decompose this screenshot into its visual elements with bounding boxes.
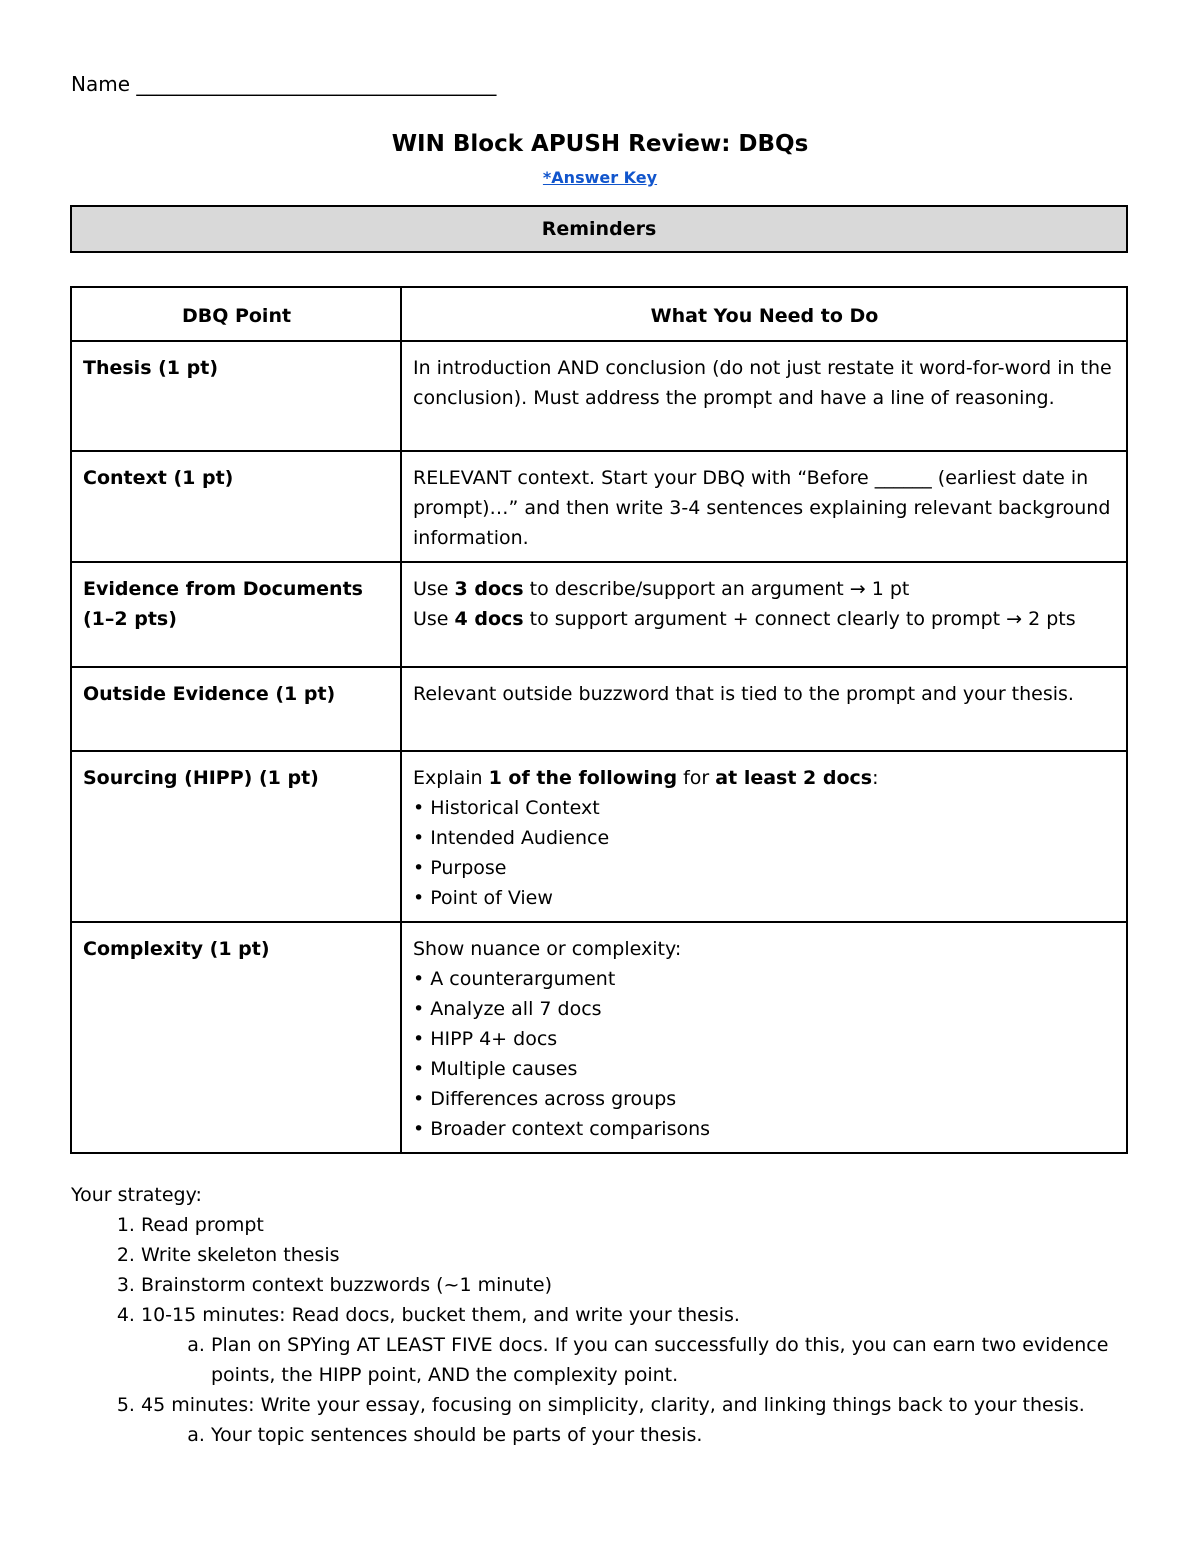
strategy-step-5-text: 45 minutes: Write your essay, focusing on simplicity, clarity, and linking things back to your thesis.	[141, 1394, 1085, 1416]
point-sourcing: Sourcing (HIPP) (1 pt)	[71, 751, 401, 922]
list-item: • Purpose	[413, 857, 507, 879]
reminders-banner: Reminders	[70, 205, 1128, 253]
strategy-step	[141, 1300, 1171, 1390]
strategy-steps	[71, 1210, 1171, 1450]
point-complexity: Complexity (1 pt)	[71, 922, 401, 1153]
list-item: • Historical Context	[413, 797, 600, 819]
evidence-line-2-a: Use	[413, 608, 455, 630]
sourcing-intro-c: for	[677, 767, 716, 789]
answer-key-link[interactable]: *Answer Key	[542, 168, 658, 187]
strategy-section	[71, 1180, 1171, 1450]
strategy-label: Your strategy:	[71, 1184, 202, 1206]
sourcing-intro	[413, 763, 1116, 793]
strategy-step	[141, 1390, 1171, 1450]
evidence-line-1-b: 3 docs	[454, 578, 524, 600]
list-item: • Differences across groups	[413, 1088, 677, 1110]
strategy-step-4-text: 10-15 minutes: Read docs, bucket them, and write your thesis.	[141, 1304, 740, 1326]
description-complexity	[401, 922, 1127, 1153]
evidence-line-1	[413, 574, 1116, 604]
answer-key	[0, 168, 1200, 187]
list-item: • Multiple causes	[413, 1058, 578, 1080]
table-row-outside-evidence	[71, 667, 1127, 751]
list-item: • Analyze all 7 docs	[413, 998, 602, 1020]
table-row-thesis	[71, 341, 1127, 451]
list-item: • Broader context comparisons	[413, 1118, 711, 1140]
column-header-dbq-point: DBQ Point	[71, 287, 401, 341]
description-evidence	[401, 562, 1127, 667]
sourcing-intro-d: at least 2 docs	[715, 767, 873, 789]
sourcing-intro-e: :	[872, 767, 879, 789]
strategy-step: 1. Read prompt	[141, 1210, 1171, 1240]
page-title: WIN Block APUSH Review: DBQs	[391, 131, 809, 157]
evidence-line-2-b: 4 docs	[454, 608, 524, 630]
evidence-line-2	[413, 604, 1116, 634]
point-thesis: Thesis (1 pt)	[71, 341, 401, 451]
description-thesis: In introduction AND conclusion (do not just restate it word-for-word in the conclusion). Must address the prompt and have a line of reasoning.	[401, 341, 1127, 451]
table-header-row	[71, 287, 1127, 341]
strategy-substeps-5	[141, 1420, 1171, 1450]
point-outside-evidence: Outside Evidence (1 pt)	[71, 667, 401, 751]
strategy-step: 3. Brainstorm context buzzwords (~1 minute)	[141, 1270, 1171, 1300]
name-field-label: Name ____________________________________	[71, 72, 497, 96]
description-context: RELEVANT context. Start your DBQ with “Before ______ (earliest date in prompt)…” and then write 3-4 sentences explaining relevant background information.	[401, 451, 1127, 562]
evidence-line-1-a: Use	[413, 578, 455, 600]
sourcing-intro-b: 1 of the following	[488, 767, 678, 789]
column-header-what-to-do: What You Need to Do	[401, 287, 1127, 341]
description-outside-evidence: Relevant outside buzzword that is tied to the prompt and your thesis.	[401, 667, 1127, 751]
description-sourcing	[401, 751, 1127, 922]
strategy-step: 2. Write skeleton thesis	[141, 1240, 1171, 1270]
strategy-substep: a. Your topic sentences should be parts of your thesis.	[211, 1420, 1171, 1450]
strategy-substeps-4	[141, 1330, 1171, 1390]
table-row-sourcing	[71, 751, 1127, 922]
list-item: • Point of View	[413, 887, 553, 909]
point-evidence: Evidence from Documents (1–2 pts)	[71, 562, 401, 667]
list-item: • Intended Audience	[413, 827, 610, 849]
complexity-intro: Show nuance or complexity:	[413, 938, 682, 960]
table-row-evidence	[71, 562, 1127, 667]
list-item: • A counterargument	[413, 968, 616, 990]
evidence-line-2-c: to support argument + connect clearly to prompt → 2 pts	[523, 608, 1076, 630]
sourcing-intro-a: Explain	[413, 767, 489, 789]
point-context: Context (1 pt)	[71, 451, 401, 562]
table-row-context	[71, 451, 1127, 562]
strategy-substep: a. Plan on SPYing AT LEAST FIVE docs. If you can successfully do this, you can earn two evidence points, the HIPP point, AND the complexity point.	[211, 1330, 1171, 1390]
list-item: • HIPP 4+ docs	[413, 1028, 558, 1050]
dbq-rubric-table	[70, 286, 1128, 1154]
evidence-line-1-c: to describe/support an argument → 1 pt	[523, 578, 910, 600]
table-row-complexity	[71, 922, 1127, 1153]
